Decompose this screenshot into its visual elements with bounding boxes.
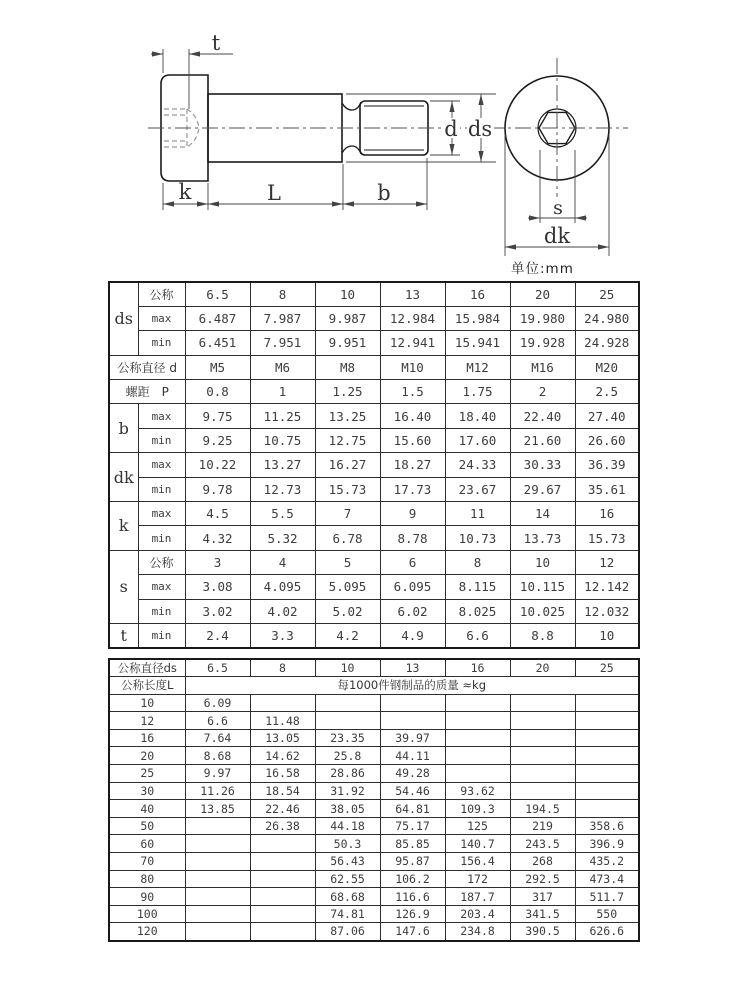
- table-cell: 2.5: [575, 380, 639, 404]
- table-cell: 20: [109, 747, 185, 765]
- row-group-k: k: [109, 502, 138, 551]
- table-cell: 9.75: [185, 404, 250, 428]
- table-cell: [185, 853, 250, 871]
- table-cell: 44.18: [315, 817, 380, 835]
- dimension-labels: [179, 31, 571, 248]
- table-cell: [185, 817, 250, 835]
- table-cell: [575, 747, 639, 765]
- table-cell: 4.32: [185, 526, 250, 550]
- table-cell: 2: [510, 380, 575, 404]
- table-cell: 15.73: [575, 526, 639, 550]
- table-row: [109, 502, 639, 526]
- table-cell: 44.11: [380, 747, 445, 765]
- table-row: [109, 282, 639, 306]
- screw-neck-top: [342, 102, 361, 110]
- table-cell: 16: [445, 659, 510, 677]
- table-row: [109, 599, 639, 623]
- table-cell: 13.73: [510, 526, 575, 550]
- table-row: [109, 306, 639, 330]
- table-cell: [575, 765, 639, 783]
- table-cell: 4.2: [315, 623, 380, 647]
- table-cell: 4.9: [380, 623, 445, 647]
- table-cell: 30: [109, 782, 185, 800]
- table-cell: 31.92: [315, 782, 380, 800]
- table-cell: 317: [510, 888, 575, 906]
- table-cell: 9: [380, 502, 445, 526]
- table-row: [109, 835, 639, 853]
- table-cell: [250, 694, 315, 712]
- table-cell: 20: [510, 659, 575, 677]
- table-cell: min: [138, 428, 185, 452]
- table-cell: 29.67: [510, 477, 575, 501]
- table-cell: max: [138, 404, 185, 428]
- table-cell: 8.68: [185, 747, 250, 765]
- table-cell: [575, 729, 639, 747]
- table-cell: 6.5: [185, 659, 250, 677]
- dim-label-s: s: [553, 197, 563, 219]
- dim-label-k: k: [178, 180, 192, 204]
- table-cell: 109.3: [445, 800, 510, 818]
- dim-label-dk: dk: [543, 224, 571, 248]
- table-cell: 6.487: [185, 306, 250, 330]
- table-cell: 5.5: [250, 502, 315, 526]
- table-cell: min: [138, 477, 185, 501]
- table-cell: 93.62: [445, 782, 510, 800]
- table-cell: [250, 870, 315, 888]
- table-cell: 0.8: [185, 380, 250, 404]
- table-cell: 6.5: [185, 282, 250, 306]
- unit-label: 单位:mm: [511, 261, 574, 277]
- table-cell: 39.97: [380, 729, 445, 747]
- table-cell: 5.095: [315, 575, 380, 599]
- table-cell: [510, 747, 575, 765]
- table-cell: [510, 712, 575, 730]
- table-cell: 12.142: [575, 575, 639, 599]
- row-group-s: s: [109, 550, 138, 623]
- table-cell: 550: [575, 905, 639, 923]
- row-group-d: 公称直径 d: [109, 355, 185, 379]
- table-cell: 54.46: [380, 782, 445, 800]
- table-cell: [510, 729, 575, 747]
- table-cell: 10.73: [445, 526, 510, 550]
- table-cell: 70: [109, 853, 185, 871]
- table-cell: [250, 888, 315, 906]
- table-cell: 292.5: [510, 870, 575, 888]
- technical-drawing: [0, 0, 750, 280]
- table-cell: 106.2: [380, 870, 445, 888]
- table-cell: 243.5: [510, 835, 575, 853]
- table-cell: [445, 694, 510, 712]
- table-cell: 1: [250, 380, 315, 404]
- table-cell: 16: [445, 282, 510, 306]
- table-row: [109, 623, 639, 647]
- table-cell: 62.55: [315, 870, 380, 888]
- table-cell: [315, 712, 380, 730]
- dimensions-table: [108, 281, 640, 649]
- table-cell: 120: [109, 923, 185, 941]
- table-cell: [510, 694, 575, 712]
- table-cell: 6.095: [380, 575, 445, 599]
- header-length: 公称长度L: [109, 677, 185, 695]
- table-cell: 3.08: [185, 575, 250, 599]
- table-cell: [510, 765, 575, 783]
- table-cell: M5: [185, 355, 250, 379]
- table-row: [109, 853, 639, 871]
- table-cell: 147.6: [380, 923, 445, 941]
- table-row: [109, 888, 639, 906]
- table-cell: max: [138, 575, 185, 599]
- table-cell: 13.05: [250, 729, 315, 747]
- table-cell: 187.7: [445, 888, 510, 906]
- table-row: [109, 817, 639, 835]
- dim-label-L: L: [267, 181, 281, 205]
- table-cell: [445, 747, 510, 765]
- table-cell: 5: [315, 550, 380, 574]
- header-diameter: 公称直径ds: [109, 659, 185, 677]
- table-cell: 6: [380, 550, 445, 574]
- table-cell: 40: [109, 800, 185, 818]
- table-cell: 172: [445, 870, 510, 888]
- table-cell: min: [138, 526, 185, 550]
- table-cell: 8: [250, 282, 315, 306]
- table-cell: [185, 888, 250, 906]
- table-cell: 10.115: [510, 575, 575, 599]
- table-cell: 6.78: [315, 526, 380, 550]
- table-cell: 234.8: [445, 923, 510, 941]
- table-cell: 13: [380, 282, 445, 306]
- table-cell: 9.25: [185, 428, 250, 452]
- table-cell: 8: [445, 550, 510, 574]
- table-cell: 125: [445, 817, 510, 835]
- table-cell: 10.22: [185, 453, 250, 477]
- table-cell: 85.85: [380, 835, 445, 853]
- table-cell: 22.46: [250, 800, 315, 818]
- table-cell: 18.40: [445, 404, 510, 428]
- header-weight-span: 每1000件钢制品的质量 ≈kg: [185, 677, 639, 695]
- table-cell: 19.928: [510, 331, 575, 355]
- table-cell: [575, 800, 639, 818]
- table-cell: 15.60: [380, 428, 445, 452]
- dim-label-t: t: [211, 31, 221, 55]
- table-row: [109, 677, 639, 695]
- dim-label-d: d: [444, 117, 458, 141]
- table-cell: 11.26: [185, 782, 250, 800]
- table-cell: 5.02: [315, 599, 380, 623]
- table-cell: 18.54: [250, 782, 315, 800]
- table-cell: 7.64: [185, 729, 250, 747]
- table-cell: 24.928: [575, 331, 639, 355]
- table-cell: 75.17: [380, 817, 445, 835]
- table-cell: 10.75: [250, 428, 315, 452]
- table-cell: max: [138, 502, 185, 526]
- table-cell: 16: [575, 502, 639, 526]
- table-row: [109, 923, 639, 941]
- table-row: [109, 712, 639, 730]
- table-row: [109, 331, 639, 355]
- table-cell: 24.33: [445, 453, 510, 477]
- table-row: [109, 453, 639, 477]
- table-cell: 25: [575, 659, 639, 677]
- table-cell: 4: [250, 550, 315, 574]
- table-cell: 64.81: [380, 800, 445, 818]
- table-row: [109, 355, 639, 379]
- table-cell: 60: [109, 835, 185, 853]
- table-cell: 156.4: [445, 853, 510, 871]
- table-cell: 9.78: [185, 477, 250, 501]
- table-cell: 390.5: [510, 923, 575, 941]
- table-row: [109, 694, 639, 712]
- table-cell: 90: [109, 888, 185, 906]
- table-cell: 12.984: [380, 306, 445, 330]
- table-cell: 6.451: [185, 331, 250, 355]
- table-cell: 4.5: [185, 502, 250, 526]
- table-cell: 7.987: [250, 306, 315, 330]
- table-cell: [445, 712, 510, 730]
- table-cell: [575, 694, 639, 712]
- table-cell: 9.97: [185, 765, 250, 783]
- table-cell: 140.7: [445, 835, 510, 853]
- table-cell: max: [138, 453, 185, 477]
- table-cell: 56.43: [315, 853, 380, 871]
- row-group-b: b: [109, 404, 138, 453]
- table-cell: 8.8: [510, 623, 575, 647]
- table-cell: 28.86: [315, 765, 380, 783]
- table-cell: 7.951: [250, 331, 315, 355]
- table-cell: 1.75: [445, 380, 510, 404]
- table-cell: 511.7: [575, 888, 639, 906]
- table-cell: [445, 729, 510, 747]
- table-cell: 13.25: [315, 404, 380, 428]
- table-cell: 8.115: [445, 575, 510, 599]
- table-cell: 95.87: [380, 853, 445, 871]
- table-cell: 3.02: [185, 599, 250, 623]
- table-cell: 17.73: [380, 477, 445, 501]
- table-cell: 126.9: [380, 905, 445, 923]
- table-row: [109, 747, 639, 765]
- table-cell: 13.27: [250, 453, 315, 477]
- table-cell: 219: [510, 817, 575, 835]
- table-cell: 8.78: [380, 526, 445, 550]
- table-cell: 49.28: [380, 765, 445, 783]
- table-cell: 10: [315, 282, 380, 306]
- table-cell: 15.941: [445, 331, 510, 355]
- table-cell: 8: [250, 659, 315, 677]
- table-cell: max: [138, 306, 185, 330]
- table-cell: [185, 923, 250, 941]
- table-row: [109, 575, 639, 599]
- table-cell: 22.40: [510, 404, 575, 428]
- table-cell: 100: [109, 905, 185, 923]
- table-cell: 1.25: [315, 380, 380, 404]
- table-cell: M6: [250, 355, 315, 379]
- table-cell: 3: [185, 550, 250, 574]
- table-cell: 23.67: [445, 477, 510, 501]
- table-row: [109, 380, 639, 404]
- row-group-dk: dk: [109, 453, 138, 502]
- table-cell: 6.02: [380, 599, 445, 623]
- table-cell: 12.032: [575, 599, 639, 623]
- table-cell: 20: [510, 282, 575, 306]
- table-cell: M16: [510, 355, 575, 379]
- table-cell: 36.39: [575, 453, 639, 477]
- table-cell: 7: [315, 502, 380, 526]
- table-cell: 12.73: [250, 477, 315, 501]
- table-cell: [185, 870, 250, 888]
- table-cell: 25: [575, 282, 639, 306]
- table-cell: 14: [510, 502, 575, 526]
- table-cell: 15.984: [445, 306, 510, 330]
- table-row: [109, 782, 639, 800]
- table-cell: [315, 694, 380, 712]
- table-cell: 23.35: [315, 729, 380, 747]
- table-cell: 5.32: [250, 526, 315, 550]
- table-cell: 358.6: [575, 817, 639, 835]
- table-row: [109, 526, 639, 550]
- table-cell: 16.58: [250, 765, 315, 783]
- table-cell: 1.5: [380, 380, 445, 404]
- table-cell: 11: [445, 502, 510, 526]
- table-cell: M8: [315, 355, 380, 379]
- table-cell: [575, 782, 639, 800]
- table-cell: 341.5: [510, 905, 575, 923]
- table-cell: [250, 923, 315, 941]
- table-cell: 68.68: [315, 888, 380, 906]
- table-cell: 50.3: [315, 835, 380, 853]
- table-cell: 16.40: [380, 404, 445, 428]
- table-cell: [185, 835, 250, 853]
- table-cell: [250, 835, 315, 853]
- table-cell: 19.980: [510, 306, 575, 330]
- dimensions-table-body: [109, 282, 639, 648]
- table-row: [109, 477, 639, 501]
- table-cell: 6.6: [445, 623, 510, 647]
- table-cell: 26.60: [575, 428, 639, 452]
- table-cell: 435.2: [575, 853, 639, 871]
- table-cell: 13: [380, 659, 445, 677]
- table-cell: 396.9: [575, 835, 639, 853]
- table-cell: 473.4: [575, 870, 639, 888]
- row-group-ds: ds: [109, 282, 138, 355]
- table-cell: M20: [575, 355, 639, 379]
- table-cell: 11.25: [250, 404, 315, 428]
- table-cell: M10: [380, 355, 445, 379]
- table-cell: 12.75: [315, 428, 380, 452]
- table-cell: 12: [109, 712, 185, 730]
- table-cell: M12: [445, 355, 510, 379]
- table-cell: [510, 782, 575, 800]
- table-cell: 35.61: [575, 477, 639, 501]
- table-row: [109, 729, 639, 747]
- dim-label-ds: ds: [467, 117, 493, 141]
- table-row: [109, 659, 639, 677]
- table-row: [109, 870, 639, 888]
- table-cell: 194.5: [510, 800, 575, 818]
- table-cell: 公称: [138, 282, 185, 306]
- table-row: [109, 428, 639, 452]
- table-cell: 268: [510, 853, 575, 871]
- table-cell: 87.06: [315, 923, 380, 941]
- table-cell: 15.73: [315, 477, 380, 501]
- table-row: [109, 800, 639, 818]
- table-cell: [380, 712, 445, 730]
- table-cell: 10.025: [510, 599, 575, 623]
- table-cell: 10: [109, 694, 185, 712]
- table-cell: 27.40: [575, 404, 639, 428]
- table-cell: 25.8: [315, 747, 380, 765]
- table-cell: 74.81: [315, 905, 380, 923]
- table-cell: 10: [315, 659, 380, 677]
- table-cell: 10: [510, 550, 575, 574]
- weight-table-body: [109, 659, 639, 941]
- table-cell: 17.60: [445, 428, 510, 452]
- table-cell: 116.6: [380, 888, 445, 906]
- table-row: [109, 550, 639, 574]
- table-cell: 50: [109, 817, 185, 835]
- table-cell: 12: [575, 550, 639, 574]
- table-cell: 9.987: [315, 306, 380, 330]
- table-cell: 4.02: [250, 599, 315, 623]
- table-cell: 11.48: [250, 712, 315, 730]
- table-cell: 12.941: [380, 331, 445, 355]
- table-cell: 18.27: [380, 453, 445, 477]
- table-cell: 16: [109, 729, 185, 747]
- table-row: [109, 404, 639, 428]
- table-cell: [445, 765, 510, 783]
- table-cell: [250, 905, 315, 923]
- table-cell: 公称: [138, 550, 185, 574]
- table-cell: 3.3: [250, 623, 315, 647]
- table-cell: 6.09: [185, 694, 250, 712]
- table-cell: [380, 694, 445, 712]
- weight-table: [108, 658, 640, 942]
- row-group-t: t: [109, 623, 138, 647]
- table-cell: 25: [109, 765, 185, 783]
- table-cell: min: [138, 331, 185, 355]
- table-row: [109, 905, 639, 923]
- table-cell: 10: [575, 623, 639, 647]
- table-cell: [575, 712, 639, 730]
- table-cell: 30.33: [510, 453, 575, 477]
- table-cell: 8.025: [445, 599, 510, 623]
- table-cell: 38.05: [315, 800, 380, 818]
- table-cell: 21.60: [510, 428, 575, 452]
- row-group-p: 螺距 P: [109, 380, 185, 404]
- table-cell: [185, 905, 250, 923]
- table-cell: 4.095: [250, 575, 315, 599]
- table-cell: min: [138, 599, 185, 623]
- table-cell: 16.27: [315, 453, 380, 477]
- table-cell: 6.6: [185, 712, 250, 730]
- screw-neck-bottom: [342, 146, 361, 154]
- table-cell: 203.4: [445, 905, 510, 923]
- table-cell: 13.85: [185, 800, 250, 818]
- table-cell: 9.951: [315, 331, 380, 355]
- table-cell: [250, 853, 315, 871]
- table-cell: 80: [109, 870, 185, 888]
- table-cell: 26.38: [250, 817, 315, 835]
- table-row: [109, 765, 639, 783]
- table-cell: 14.62: [250, 747, 315, 765]
- dim-label-b: b: [377, 181, 391, 205]
- table-cell: min: [138, 623, 185, 647]
- table-cell: 626.6: [575, 923, 639, 941]
- table-cell: 2.4: [185, 623, 250, 647]
- table-cell: 24.980: [575, 306, 639, 330]
